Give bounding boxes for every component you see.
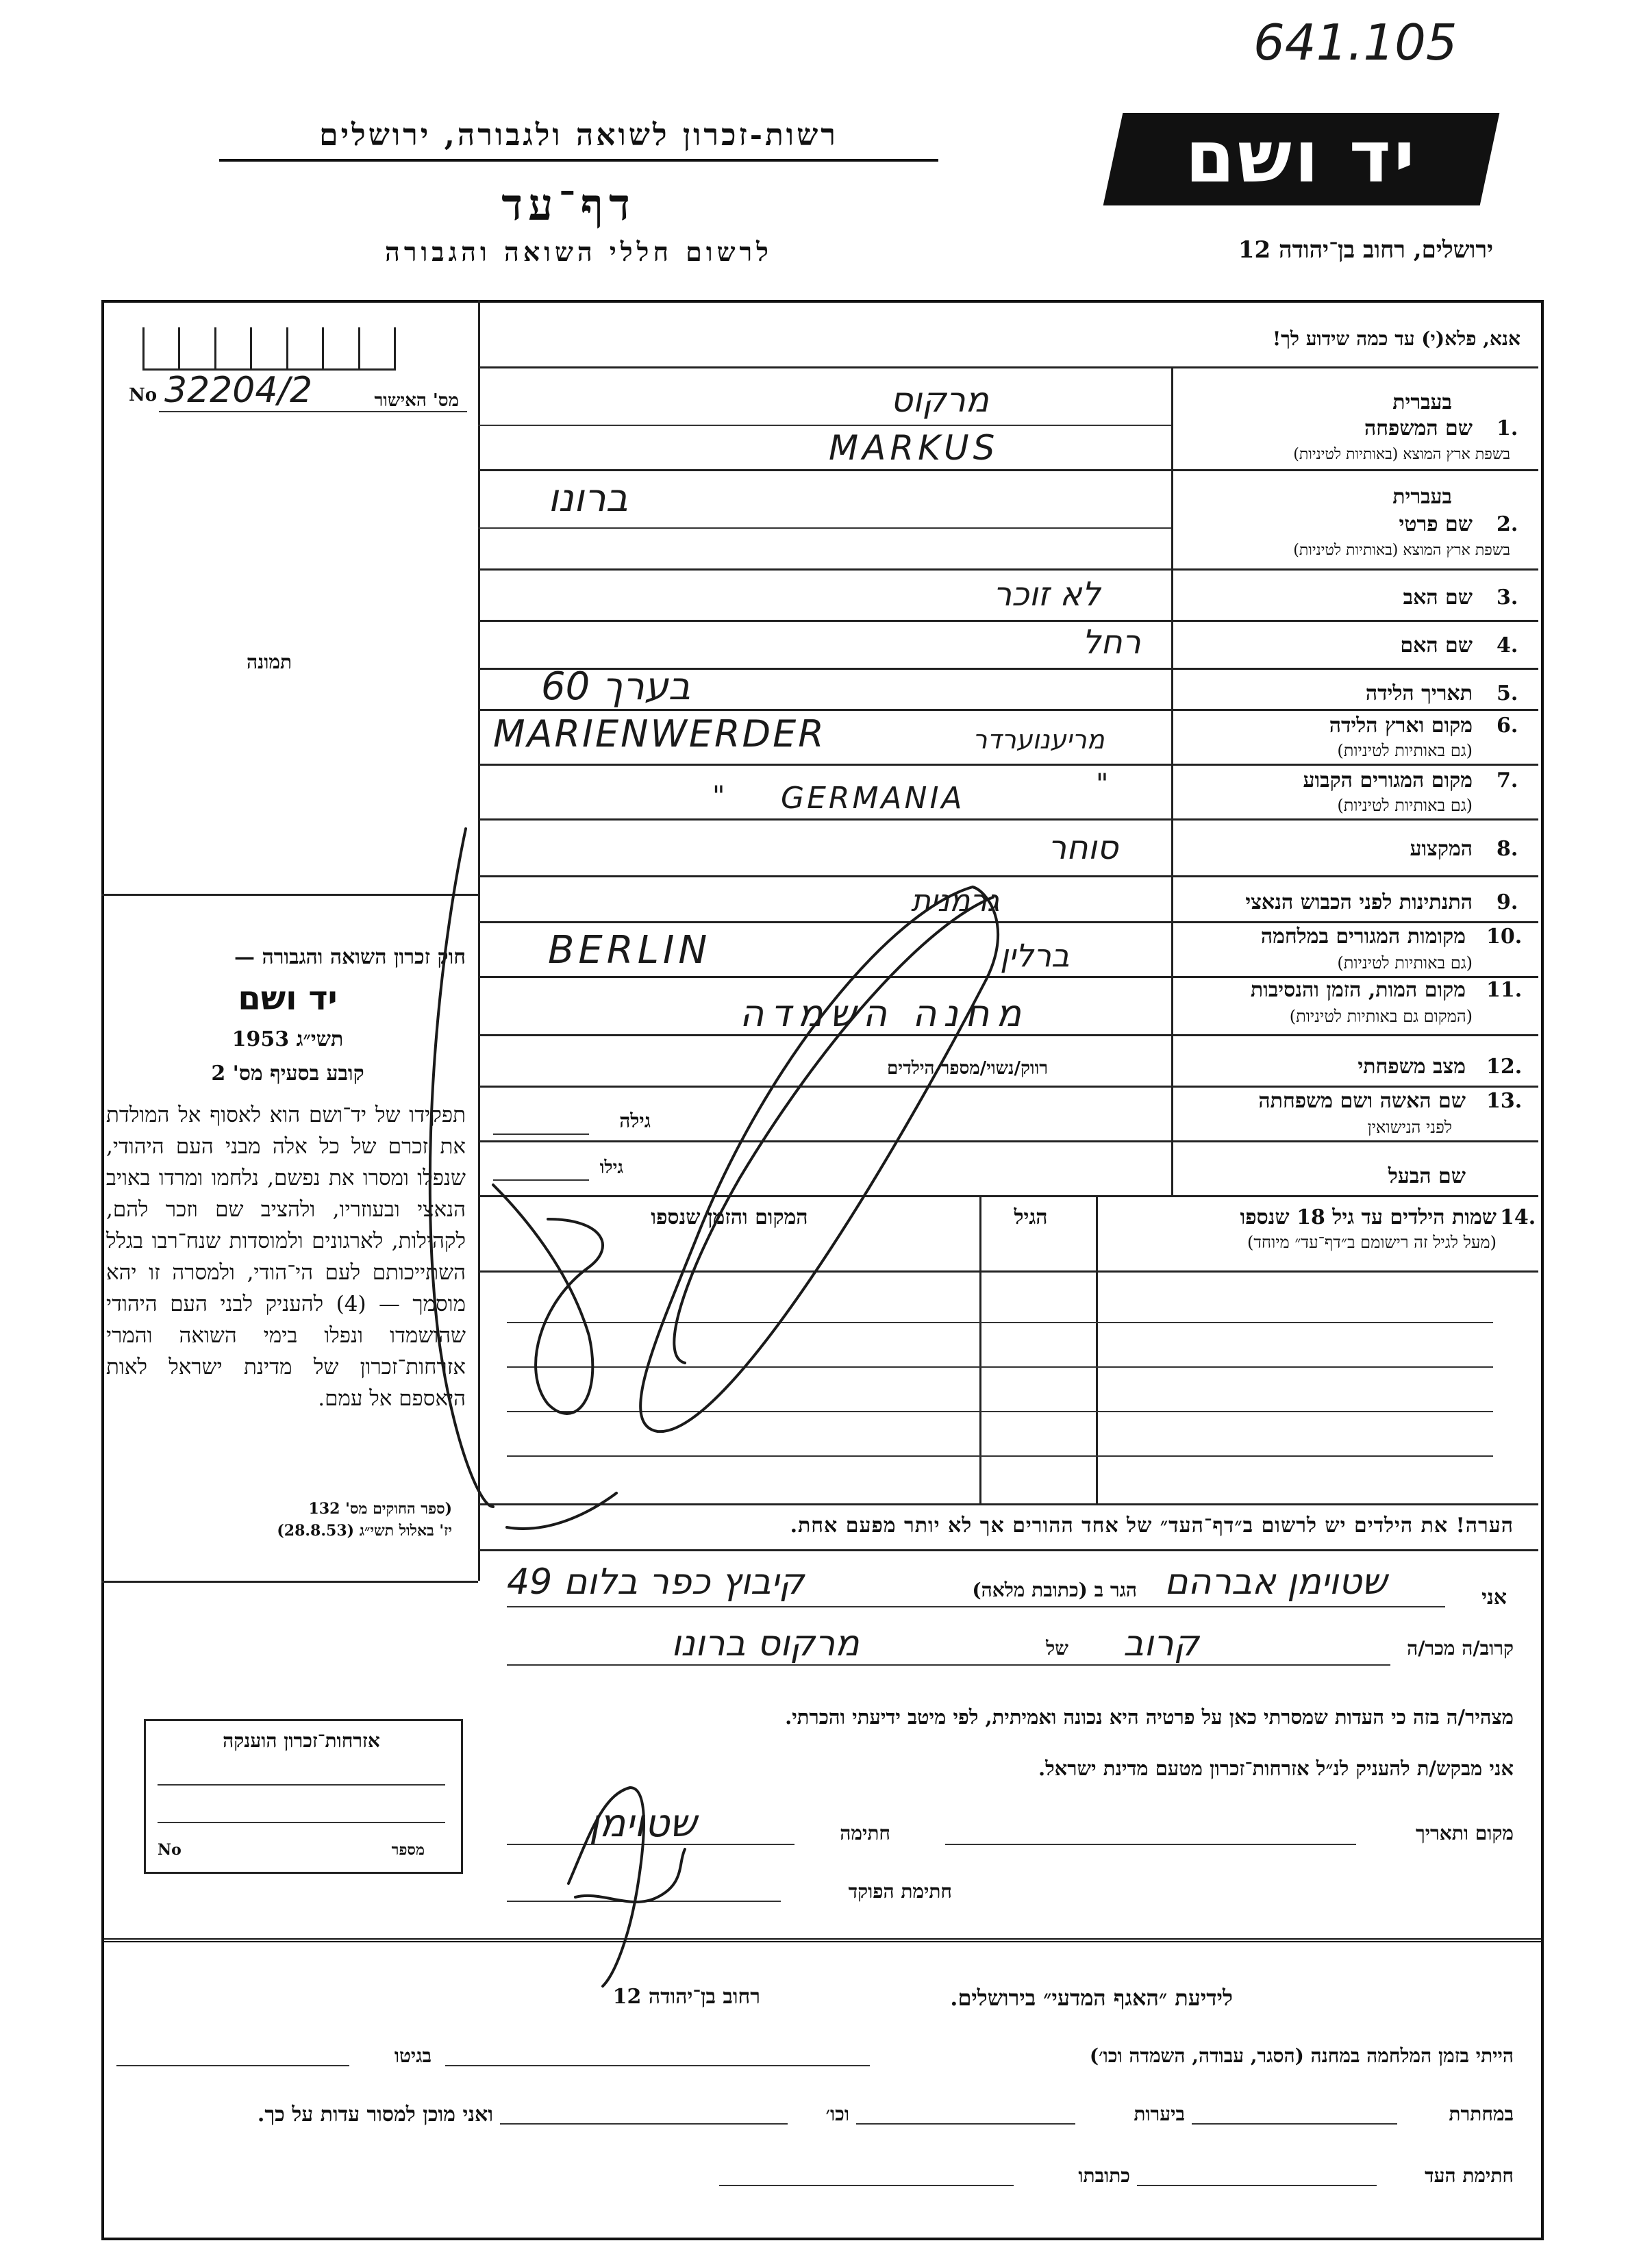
citizenship-title: אזרחות־זכרון הוענקה bbox=[223, 1729, 380, 1752]
address: ירושלים, רחוב בן־יהודה 12 bbox=[1238, 236, 1493, 264]
field-3-num: 3. bbox=[1497, 586, 1518, 610]
law-year: תשי״ג 1953 bbox=[231, 1027, 344, 1051]
field-1-num: 1. bbox=[1497, 416, 1518, 440]
field-7-value: GERMANIA bbox=[781, 781, 965, 816]
footer-title: לידיעת ״האגף המדעי״ בירושלים. bbox=[950, 1985, 1233, 2011]
husband-label: שם הבעל bbox=[1388, 1164, 1466, 1188]
instruction: אנא, פלא(י) עד כמה שידוע לך! bbox=[1272, 327, 1520, 350]
field-1-sub: בשפת ארץ המוצא (באותיות לטיניות) bbox=[1293, 446, 1510, 463]
field-5-num: 5. bbox=[1497, 681, 1518, 705]
photo-label: תמונה bbox=[247, 651, 292, 673]
children-header: שמות הילדים עד גיל 18 שנספו bbox=[1240, 1205, 1497, 1229]
field-11-num: 11. bbox=[1486, 978, 1523, 1002]
field-1-value-latin: MARKUS bbox=[829, 428, 999, 468]
field-4-num: 4. bbox=[1497, 634, 1518, 657]
permit-no: No bbox=[129, 385, 158, 405]
decl-request: אני מבקש/ת להעניק לנ״ל אזרחות־זכרון מטעם מדינת ישראל. bbox=[1038, 1757, 1514, 1780]
field-12-num: 12. bbox=[1486, 1055, 1523, 1079]
footer-line3-a: חתימת העד bbox=[1425, 2164, 1514, 2187]
law-title: חוק זכרון השואה והגבורה — bbox=[234, 945, 466, 969]
form-title: דף־עד bbox=[501, 179, 636, 231]
field-9-value: גרמנית bbox=[911, 884, 1000, 918]
org-line: רשות-זכרון לשואה ולגבורה, ירושלים bbox=[319, 118, 838, 153]
field-7-sub: (גם באותיות לטיניות) bbox=[1337, 796, 1473, 815]
law-name: יד ושם bbox=[238, 979, 338, 1018]
field-8-num: 8. bbox=[1497, 837, 1518, 861]
field-2-value: ברונו bbox=[548, 476, 628, 521]
field-1-value: מרקוס bbox=[890, 380, 989, 420]
law-ref-2: יז' באלול תשי״ג (28.8.53) bbox=[277, 1522, 452, 1540]
footer-line3-b: כתובתו bbox=[1078, 2164, 1130, 2187]
field-6-value: MARIENWERDER bbox=[493, 712, 826, 755]
field-1-lang: בעברית bbox=[1392, 390, 1452, 414]
archive-number: 641.105 bbox=[1253, 14, 1457, 71]
field-4-value: רחל bbox=[1082, 623, 1141, 662]
footer-address: רחוב בן־יהודה 12 bbox=[612, 1985, 760, 2009]
field-5-label: תאריך הלידה bbox=[1365, 681, 1473, 705]
decl-relative-label: קרוב/ה מכר/ה bbox=[1407, 1637, 1514, 1659]
decl-residing-value: קיבוץ כפר בלום 49 bbox=[507, 1562, 805, 1603]
field-4-label: שם האם bbox=[1400, 634, 1473, 657]
decl-signature-label: חתימה bbox=[840, 1822, 890, 1844]
field-11-sub: (המקום גם באותיות לטיניות) bbox=[1289, 1007, 1473, 1026]
law-text: תפקידו של יד־ושם הוא לאסוף אל המולדת את זכרם של כל אלה מבני העם היהודי, שנפלו ומסרו את נפשם, נלחמו ומרדו באויב הנאצי ובעוזריו, ולהציב שם וזכר להם, לקהילות, לארגונים ולמוסדות שנח־רבו בגלל השתייכותם לעם הי־הודי, ולמסרה זו יהא מוסמך — (4) להעניק לבני העם היהודי שהושמדו ונפלו בימי השואה והמרי אזרחות־זכרון של מדינת ישראל לאות היאספם אל עמם. bbox=[106, 1103, 466, 1411]
field-5-value: בערך 60 bbox=[541, 664, 691, 709]
field-9-num: 9. bbox=[1497, 890, 1518, 914]
law-clause: קובע בסעיף מס' 2 bbox=[211, 1062, 364, 1086]
field-6-sub: (גם באותיות לטיניות) bbox=[1337, 741, 1473, 760]
field-13-num: 13. bbox=[1486, 1089, 1523, 1113]
field-13-label: שם האשה ושם משפחתה bbox=[1258, 1089, 1466, 1113]
field-2-lang: בעברית bbox=[1392, 485, 1452, 509]
footer-line1-end: בגיטו bbox=[394, 2044, 431, 2067]
decl-i-label: אני bbox=[1481, 1586, 1507, 1610]
decl-i-value: שטוימן אברהם bbox=[1164, 1562, 1388, 1603]
field-10-value-he: ברלין bbox=[1000, 937, 1070, 974]
decl-place-date: מקום ותאריך bbox=[1415, 1822, 1514, 1844]
field-12-value: רווק/נשוי/מספר הילדים bbox=[887, 1058, 1048, 1079]
children-col-age-label: הגיל bbox=[1014, 1205, 1048, 1229]
field-13-sub: לפני הנישואין bbox=[1367, 1118, 1452, 1137]
decl-signature-value: שטוימן bbox=[589, 1801, 697, 1846]
logo-text: יד ושם bbox=[1185, 115, 1418, 199]
field-10-label: מקומות המגורים במלחמה bbox=[1260, 925, 1466, 949]
field-3-value: לא זוכר bbox=[993, 575, 1101, 614]
field-7-label: מקום המגורים הקבוע bbox=[1303, 768, 1473, 792]
permit-value: 32204/2 bbox=[164, 370, 313, 411]
citizenship-number-label: מספר bbox=[391, 1841, 425, 1859]
field-10-value: BERLIN bbox=[548, 928, 712, 973]
field-12-label: מצב משפחתי bbox=[1357, 1055, 1466, 1079]
field-3-label: שם האב bbox=[1403, 586, 1473, 610]
field-6-num: 6. bbox=[1497, 714, 1518, 738]
children-sub: (מעל לגיל זה רישומם ב״דף־עד״ מיוחד) bbox=[1247, 1233, 1497, 1252]
decl-statement: מצהיר/ה בזה כי העדות שמסרתי כאן על פרטיה היא נכונה ואמיתית, לפי מיטב ידיעתי והכרתי. bbox=[785, 1705, 1514, 1729]
field-7-num: 7. bbox=[1497, 768, 1518, 792]
field-10-num: 10. bbox=[1486, 925, 1523, 949]
field-2-sub: בשפת ארץ המוצא (באותיות לטיניות) bbox=[1293, 542, 1510, 559]
footer-line2-d: ואני מוכן למסור עדות על כך. bbox=[257, 2103, 493, 2127]
field-11-value: מחנה השמדה bbox=[740, 992, 1028, 1035]
footer-line2-b: ביערות bbox=[1134, 2103, 1185, 2125]
law-ref-1: (ספר החוקים מס' 132 bbox=[308, 1500, 452, 1518]
footer-line2-c: וכו׳ bbox=[825, 2103, 849, 2125]
decl-official-label: חתימת הפוקד bbox=[848, 1880, 952, 1903]
field-8-label: המקצוע bbox=[1410, 837, 1473, 861]
field-2-num: 2. bbox=[1497, 512, 1518, 536]
children-col-place-label: המקום והזמן שנספו bbox=[651, 1205, 808, 1229]
field-2-label: שם פרטי bbox=[1399, 512, 1473, 536]
field-6-value-he: מריענוערדר bbox=[973, 725, 1105, 755]
children-num: 14. bbox=[1500, 1205, 1536, 1229]
footer-line2-a: במחתרת bbox=[1449, 2103, 1514, 2125]
form-subtitle: לרשום חללי השואה והגבורה bbox=[385, 236, 773, 267]
field-8-value: סוחר bbox=[1048, 829, 1118, 867]
field-7-post: " bbox=[1096, 768, 1109, 800]
decl-of-value: מרקוס ברונו bbox=[671, 1623, 860, 1664]
field-11-label: מקום המות, הזמן והנסיבות bbox=[1250, 978, 1466, 1002]
permit-label: מס' האישור bbox=[374, 390, 459, 411]
decl-of-label: של bbox=[1046, 1637, 1068, 1659]
footer-line1-label: הייתי בזמן המלחמה במחנה (הסגר, עבודה, השמדה וכו׳) bbox=[1089, 2044, 1514, 2067]
note-text: הערה! את הילדים יש לרשום ב״דף־העד״ של אחד ההורים אך לא יותר מפעם אחת. bbox=[790, 1514, 1514, 1538]
decl-residing: הגר ב (כתובת מלאה) bbox=[972, 1579, 1137, 1601]
field-10-sub: (גם באותיות לטיניות) bbox=[1337, 953, 1473, 973]
field-7-pre: " bbox=[712, 781, 725, 812]
decl-relative-value: קרוב bbox=[1123, 1623, 1199, 1664]
citizenship-no: No bbox=[158, 1841, 182, 1859]
field-9-label: התנתינות לפני הכבוש הנאצי bbox=[1245, 890, 1473, 914]
field-13-extra: גילה bbox=[619, 1110, 651, 1132]
field-1-label: שם המשפחה bbox=[1364, 416, 1473, 440]
husband-extra: גילו bbox=[599, 1157, 623, 1178]
field-6-label: מקום וארץ הלידה bbox=[1329, 714, 1473, 738]
